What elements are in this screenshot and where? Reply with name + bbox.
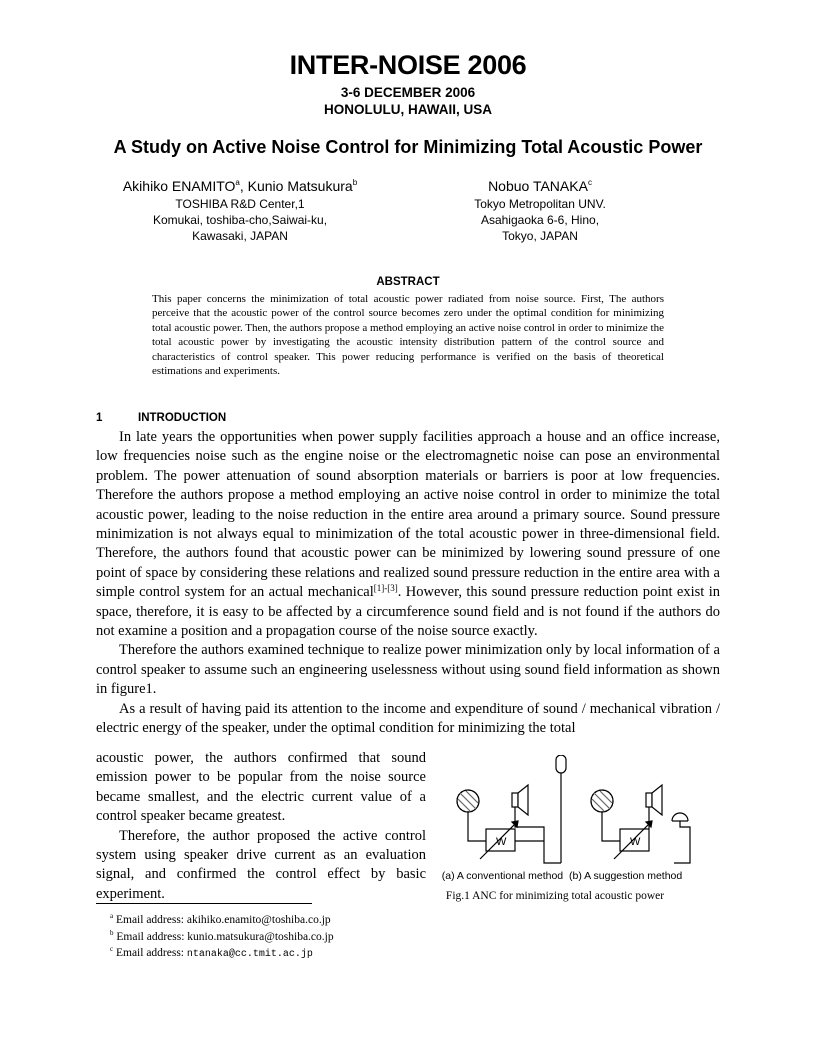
author-name: Kunio Matsukura: [247, 178, 353, 194]
paragraph: Therefore, the author proposed the active control system using speaker drive current as an evaluation signal, and confirmed the control effect by basic experiment.: [96, 827, 426, 902]
subcaption-a: (a) A conventional method: [441, 870, 564, 882]
abstract-heading: ABSTRACT: [376, 276, 440, 288]
conference-date: 3-6 DECEMBER 2006: [340, 85, 476, 100]
author-names-right: [440, 177, 640, 195]
control-speaker-icon: [512, 793, 518, 807]
intro-body-full: [96, 428, 720, 739]
affiliation-line: Tokyo, JAPAN: [502, 229, 578, 243]
conference-location: HONOLULU, HAWAII, USA: [324, 102, 492, 117]
paragraph: Therefore the authors examined technique to realize power minimization only by local information of a control speaker to assume such an engineering uselessness without using sound field information as shown in figure1.: [96, 642, 720, 698]
affiliation-line: Komukai, toshiba-cho,Saiwai-ku,: [152, 213, 328, 227]
footnote-marker: a: [110, 912, 114, 920]
paragraph-text: In late years the opportunities when power supply facilities approach a house and an office increase, low frequencies noise such as the engine noise or the electromagnetic noise can pose an environmental problem. The power attenuation of sound absorption materials or barriers is poor at low frequencies. Therefore the authors propose a method employing an active noise control in order to minimize the total acoustic power, leading to the noise reduction in the entire area around a primary source. Sound pressure minimization is not always equal to minimization of the total acoustic power in three-dimensional field. Therefore, the authors found that acoustic power can be minimized by lowering sound pressure of one point of space by considering these relations and realized sound pressure reduction in the entire area with a simple control system for an actual mechanical: [96, 429, 720, 601]
author-name: Akihiko ENAMITO: [122, 178, 236, 194]
author-superscript: b: [352, 178, 358, 187]
author-block-left: [90, 177, 390, 244]
affiliation-line: Asahigaoka 6-6, Hino,: [480, 213, 600, 227]
footnote-rule: [96, 903, 312, 904]
filter-label: W: [496, 836, 507, 848]
footnote-marker: c: [110, 945, 114, 953]
intro-body-narrow: [96, 749, 426, 904]
diagram-a: [457, 755, 566, 863]
filter-label: W: [630, 836, 641, 848]
section-heading: [96, 412, 226, 424]
footnote-a: [110, 912, 334, 929]
footnote-text: Email address: akihiko.enamito@toshiba.co.jp: [115, 914, 331, 926]
paragraph: acoustic power, the authors confirmed that sound emission power to be popular from the noise source became smallest, and the electric current value of a control speaker became greatest.: [96, 750, 426, 825]
paragraph-text: . However, this sound pressure reduction point exist in space, therefore, it is easy to be affected by a circumference sound field and is not found if the authors do not examine a position and a propagation course of the noise source exactly.: [96, 584, 720, 640]
footnote-email: ntanaka@cc.tmit.ac.jp: [186, 949, 313, 960]
abstract-text: This paper concerns the minimization of total acoustic power radiated from noise source. First, The authors perceive that the acoustic power of the control source becomes zero under the optimal condition for minimizing total acoustic power. Then, the authors propose a method employing an active noise control in order to minimize the total acoustic power by investigating the acoustic intensity distribution pattern of the control source and characteristics of control speaker. This power reducing performance is verified on the basis of theoretical estimations and experiments.: [152, 293, 664, 378]
affiliation-line: Kawasaki, JAPAN: [192, 229, 288, 243]
microphone-icon: [556, 755, 566, 773]
paper-title: A Study on Active Noise Control for Minimizing Total Acoustic Power: [113, 137, 703, 157]
citation-ref: [1]-[3]: [373, 583, 398, 594]
footnote-c: [110, 945, 334, 964]
author-superscript: c: [587, 178, 592, 187]
footnote-b: [110, 929, 334, 946]
author-superscript: a: [235, 178, 240, 187]
section-title: INTRODUCTION: [138, 412, 227, 424]
paragraph: [96, 428, 720, 641]
author-names-left: [90, 177, 390, 195]
current-sensor-icon: [672, 813, 688, 821]
affiliation-line: Tokyo Metropolitan UNV.: [474, 197, 606, 211]
paragraph: As a result of having paid its attention to the income and expenditure of sound / mechanical vibration / electric energy of the speaker, under the optimal condition for minimizing the total: [96, 700, 720, 737]
author-block-right: [440, 177, 640, 244]
figure-subcaptions: [412, 870, 712, 882]
footnote-text: Email address: kunio.matsukura@toshiba.co.jp: [116, 930, 334, 943]
footnote-marker: b: [110, 928, 114, 937]
author-name: Nobuo TANAKA: [488, 178, 588, 194]
subcaption-b: (b) A suggestion method: [569, 870, 683, 882]
diagram-b: [591, 785, 690, 863]
section-number: 1: [96, 412, 103, 424]
figure-caption: Fig.1 ANC for minimizing total acoustic power: [445, 890, 665, 902]
author-separator: ,: [239, 178, 248, 194]
control-speaker-icon: [646, 793, 652, 807]
affiliation-line: TOSHIBA R&D Center,1: [175, 197, 305, 211]
footnotes: [110, 912, 334, 964]
footnote-text: Email address:: [115, 947, 187, 959]
conference-title: INTER-NOISE 2006: [289, 50, 527, 80]
